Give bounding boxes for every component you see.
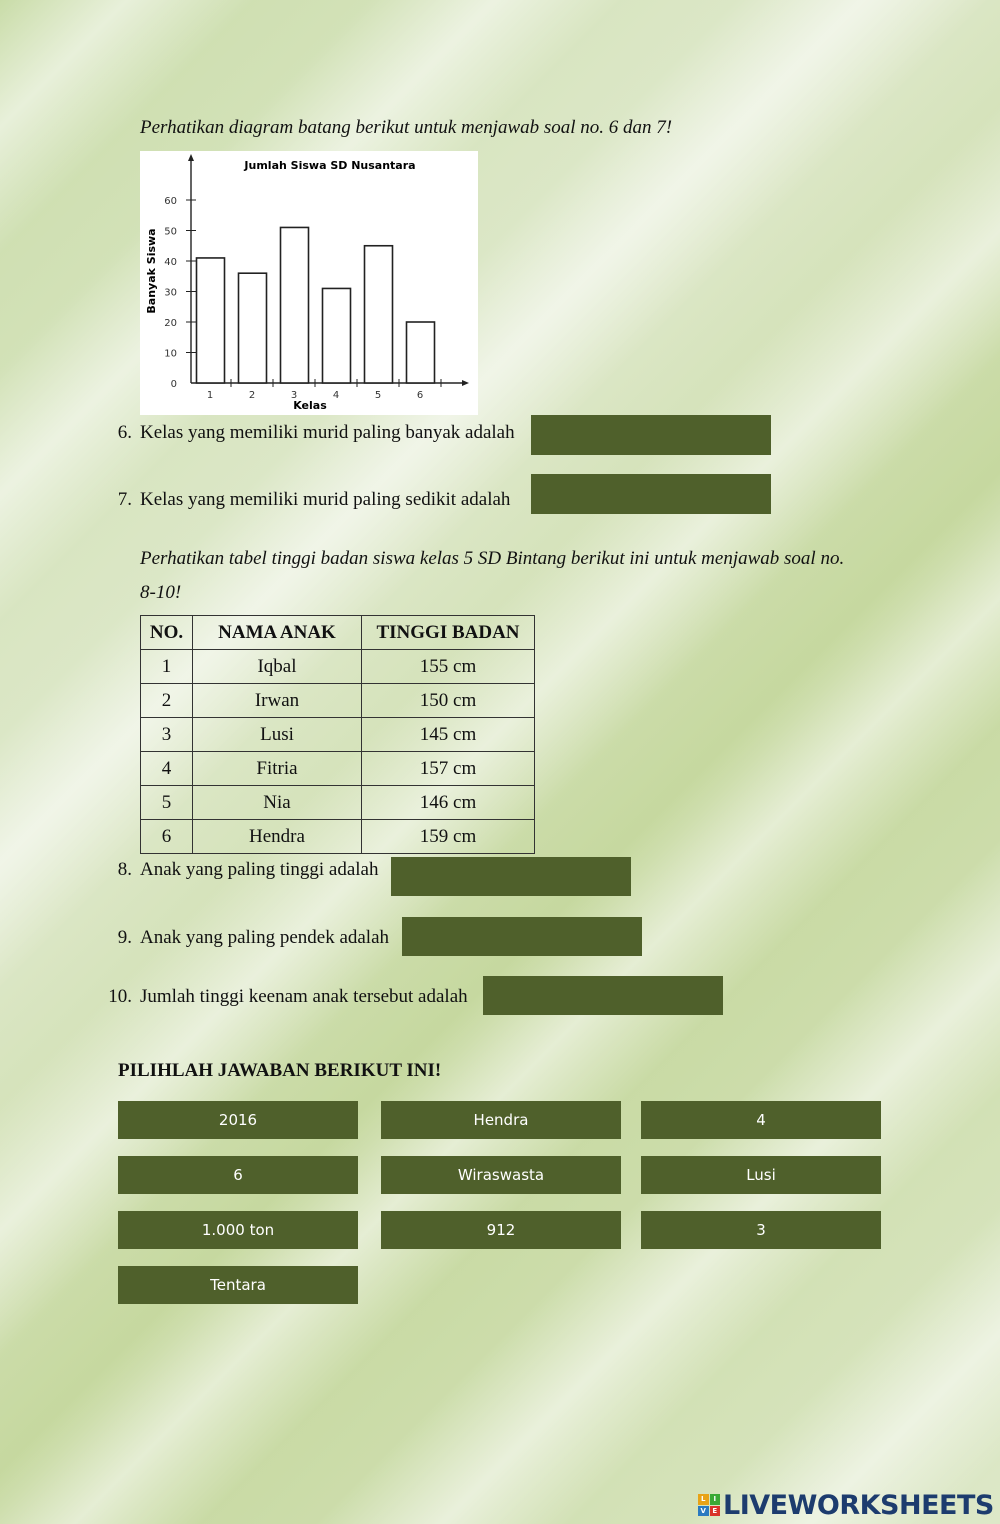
logo-mark-v: V: [698, 1506, 709, 1517]
bar-kelas-2: [239, 273, 267, 383]
table-row: [141, 752, 535, 786]
option-1000-ton[interactable]: 1.000 ton: [118, 1211, 358, 1249]
question-10-text: Jumlah tinggi keenam anak tersebut adalah: [140, 986, 468, 1007]
option-3[interactable]: 3: [641, 1211, 881, 1249]
cell-name: Iqbal: [193, 650, 362, 684]
chart-title: Jumlah Siswa SD Nusantara: [244, 159, 416, 172]
y-axis-label: Banyak Siswa: [145, 228, 158, 314]
table-row: [141, 650, 535, 684]
y-tick-label: 10: [164, 348, 177, 360]
answer-drop-7[interactable]: [531, 474, 771, 514]
x-tick-label: 4: [332, 390, 340, 401]
cell-height: 150 cm: [362, 684, 535, 718]
y-tick-label: 60: [164, 196, 177, 207]
y-axis-arrow: [188, 154, 194, 161]
header-height: TINGGI BADAN: [362, 616, 535, 650]
y-tick-label: 0: [170, 379, 177, 390]
height-table: [140, 615, 535, 854]
x-tick-label: 6: [416, 390, 424, 401]
y-tick-label: 20: [164, 318, 177, 329]
question-8-text: Anak yang paling tinggi adalah: [140, 859, 379, 880]
question-6-text: Kelas yang memiliki murid paling banyak adalah: [140, 422, 515, 443]
cell-name: Hendra: [193, 820, 362, 854]
cell-no: 2: [141, 684, 193, 718]
option-hendra[interactable]: Hendra: [381, 1101, 621, 1139]
logo-text: LIVEWORKSHEETS: [723, 1489, 994, 1521]
x-tick-label: 3: [290, 390, 298, 401]
answer-drop-10[interactable]: [483, 976, 723, 1015]
answer-drop-9[interactable]: [402, 917, 642, 956]
logo-mark-l: L: [698, 1494, 709, 1505]
cell-no: 5: [141, 786, 193, 820]
cell-height: 157 cm: [362, 752, 535, 786]
header-name: NAMA ANAK: [193, 616, 362, 650]
cell-name: Fitria: [193, 752, 362, 786]
table-row: [141, 820, 535, 854]
answer-drop-8[interactable]: [391, 857, 631, 896]
choose-heading: PILIHLAH JAWABAN BERIKUT INI!: [118, 1060, 442, 1081]
cell-height: 145 cm: [362, 718, 535, 752]
question-8-number: 8.: [117, 859, 132, 880]
chart-instruction: Perhatikan diagram batang berikut untuk menjawab soal no. 6 dan 7!: [140, 117, 673, 138]
question-9-number: 9.: [117, 927, 132, 948]
cell-height: 146 cm: [362, 786, 535, 820]
question-7-text: Kelas yang memiliki murid paling sedikit adalah: [140, 489, 511, 510]
liveworksheets-logo: [698, 1488, 994, 1522]
cell-height: 159 cm: [362, 820, 535, 854]
x-tick-label: 5: [374, 390, 382, 401]
bar-kelas-3: [281, 227, 309, 383]
cell-no: 4: [141, 752, 193, 786]
option-2016[interactable]: 2016: [118, 1101, 358, 1139]
cell-height: 155 cm: [362, 650, 535, 684]
cell-no: 1: [141, 650, 193, 684]
cell-no: 6: [141, 820, 193, 854]
question-7-number: 7.: [117, 489, 132, 510]
cell-name: Lusi: [193, 718, 362, 752]
table-row: [141, 786, 535, 820]
y-tick-label: 50: [164, 226, 177, 238]
bar-kelas-5: [365, 246, 393, 383]
x-axis-arrow: [462, 380, 469, 386]
option-4[interactable]: 4: [641, 1101, 881, 1139]
option-912[interactable]: 912: [381, 1211, 621, 1249]
table-instruction-line1: Perhatikan tabel tinggi badan siswa kelas 5 SD Bintang berikut ini untuk menjawab soal no.: [140, 548, 845, 569]
table-instruction-line2: 8-10!: [140, 582, 182, 603]
question-10-number: 10.: [108, 986, 132, 1007]
question-6-number: 6.: [117, 422, 132, 443]
bar-kelas-4: [323, 288, 351, 383]
y-tick-label: 40: [164, 257, 177, 268]
logo-mark-i: I: [710, 1494, 721, 1505]
bar-chart-svg: [140, 151, 478, 415]
option-lusi[interactable]: Lusi: [641, 1156, 881, 1194]
cell-name: Irwan: [193, 684, 362, 718]
bars: [197, 227, 435, 383]
x-tick-label: 2: [248, 390, 256, 401]
option-tentara[interactable]: Tentara: [118, 1266, 358, 1304]
header-no: NO.: [141, 616, 193, 650]
option-6[interactable]: 6: [118, 1156, 358, 1194]
cell-no: 3: [141, 718, 193, 752]
y-tick-label: 30: [164, 287, 177, 299]
bar-kelas-6: [407, 322, 435, 383]
question-9-text: Anak yang paling pendek adalah: [140, 927, 390, 948]
logo-mark-e: E: [710, 1506, 721, 1517]
bar-chart: [140, 151, 478, 415]
table-row: [141, 684, 535, 718]
bar-kelas-1: [197, 258, 225, 383]
x-axis-label: Kelas: [293, 399, 327, 412]
cell-name: Nia: [193, 786, 362, 820]
option-wiraswasta[interactable]: Wiraswasta: [381, 1156, 621, 1194]
answer-drop-6[interactable]: [531, 415, 771, 455]
logo-mark-icon: [698, 1494, 720, 1516]
table-header-row: [141, 616, 535, 650]
x-tick-label: 1: [206, 390, 214, 401]
table-row: [141, 718, 535, 752]
